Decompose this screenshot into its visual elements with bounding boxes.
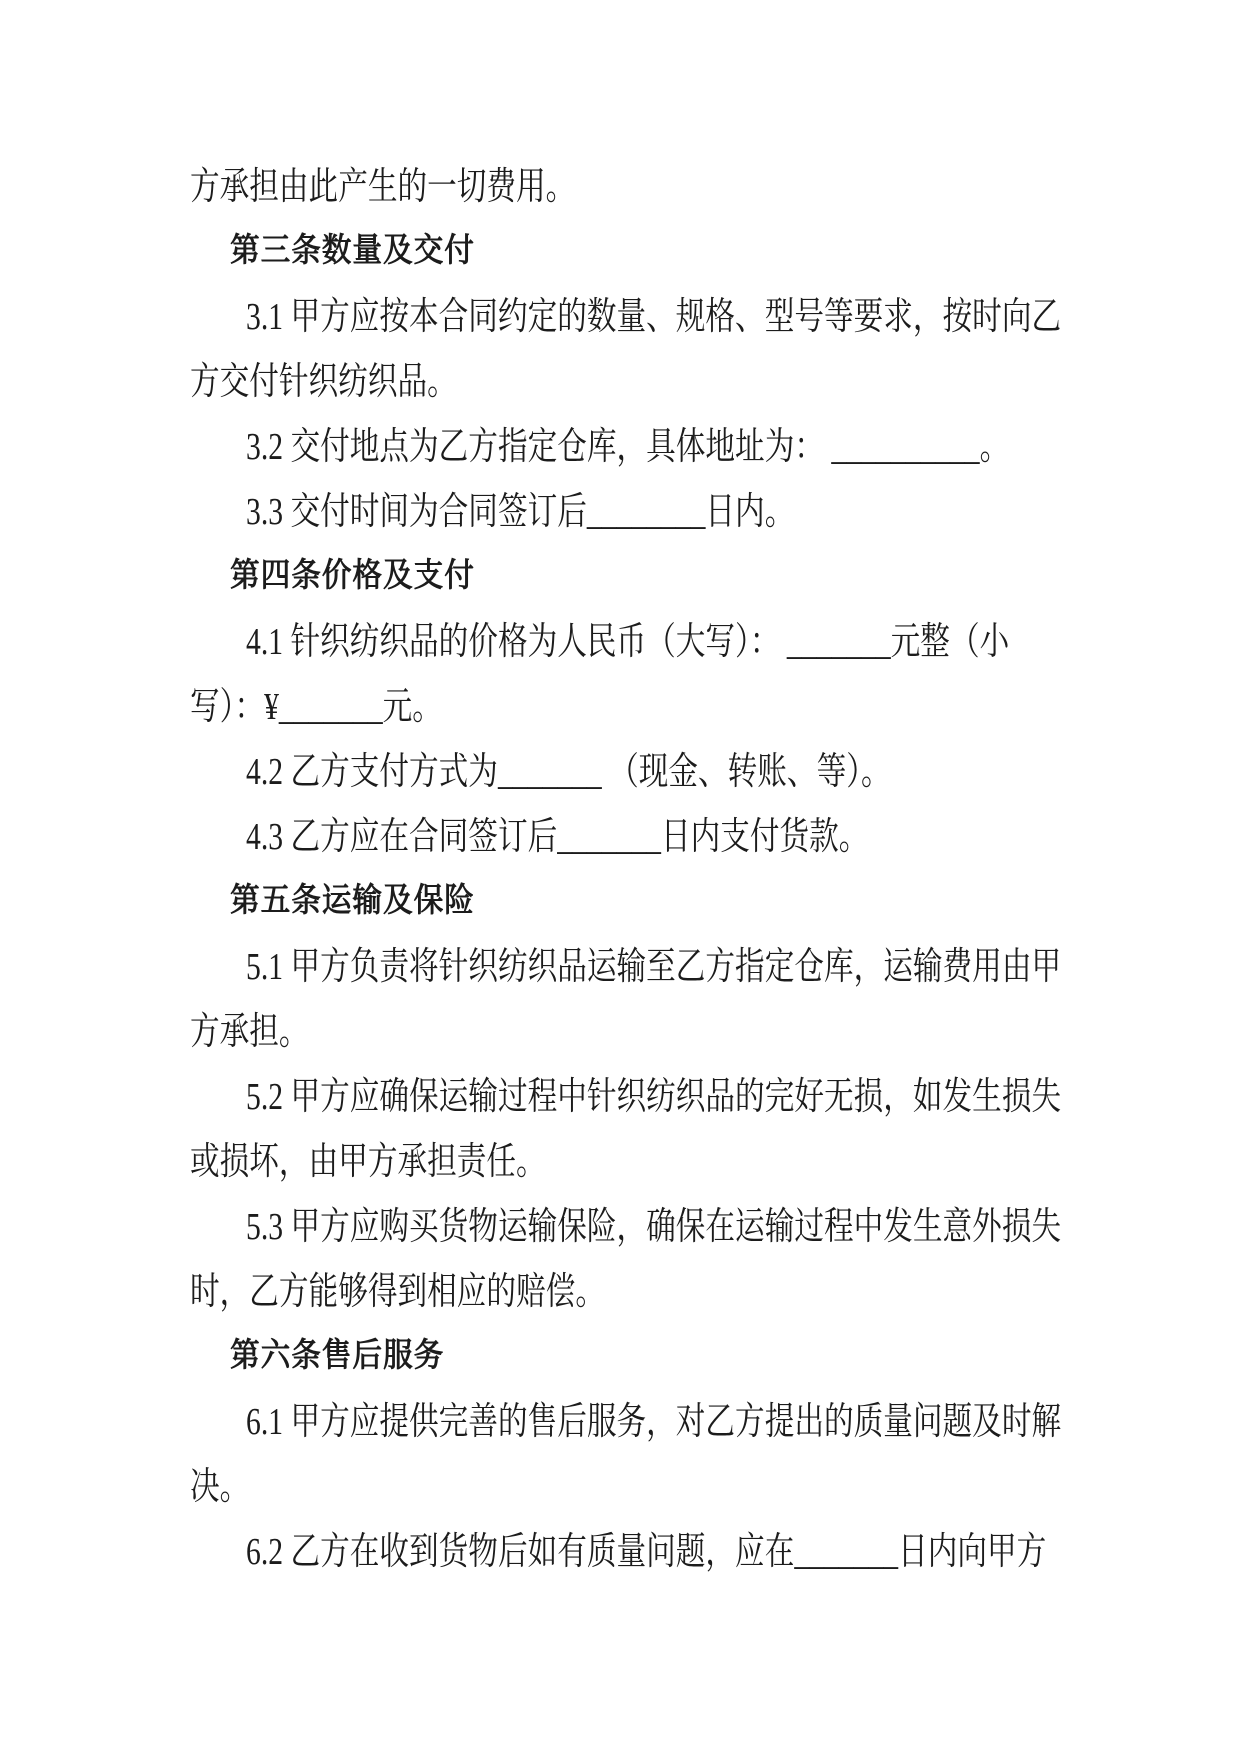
doc-line xyxy=(190,1143,646,1181)
doc-line xyxy=(190,1468,266,1506)
section-heading xyxy=(230,883,502,916)
doc-line xyxy=(190,1273,722,1311)
line-text: 4.1 针织纺织品的价格为人民币（大写）： _______元整（小 xyxy=(246,621,1010,663)
doc-line xyxy=(190,1013,342,1051)
section-heading xyxy=(230,1338,468,1371)
section-heading xyxy=(230,233,502,266)
line-text: 4.2 乙方支付方式为_______ （现金、转账、等）。 xyxy=(246,751,891,793)
line-text: 3.1 甲方应按本合同约定的数量、规格、型号等要求，按时向乙 xyxy=(246,296,1062,338)
line-text: 第六条售后服务 xyxy=(230,1336,445,1373)
line-text: 时，乙方能够得到相应的赔偿。 xyxy=(190,1271,605,1313)
doc-line xyxy=(246,298,1240,336)
line-text: 6.2 乙方在收到货物后如有质量问题，应在_______日内向甲方 xyxy=(246,1531,1047,1573)
line-text: 5.2 甲方应确保运输过程中针织纺织品的完好无损，如发生损失 xyxy=(246,1076,1062,1118)
doc-line xyxy=(246,1403,1240,1441)
doc-line xyxy=(246,623,1225,661)
line-text: 方承担由此产生的一切费用。 xyxy=(190,166,576,208)
line-text: 3.2 交付地点为乙方指定仓库，具体地址为： __________。 xyxy=(246,426,1010,468)
line-text: 或损坏，由甲方承担责任。 xyxy=(190,1141,546,1183)
doc-line xyxy=(246,948,1240,986)
doc-line xyxy=(246,818,1044,856)
line-text: 第三条数量及交付 xyxy=(230,231,475,268)
line-text: 方承担。 xyxy=(190,1011,309,1053)
doc-line xyxy=(246,1078,1240,1116)
doc-line xyxy=(190,363,532,401)
doc-line xyxy=(190,688,513,726)
doc-line xyxy=(246,428,1225,466)
line-text: 决。 xyxy=(190,1466,250,1508)
line-text: 第四条价格及支付 xyxy=(230,556,475,593)
doc-line xyxy=(190,168,684,206)
line-text: 写）：¥_______元。 xyxy=(190,686,442,728)
line-text: 方交付针织纺织品。 xyxy=(190,361,457,403)
line-text: 5.3 甲方应购买货物运输保险，确保在运输过程中发生意外损失 xyxy=(246,1206,1062,1248)
doc-line xyxy=(246,1533,1240,1571)
doc-line xyxy=(246,753,1073,791)
line-text: 5.1 甲方负责将针织纺织品运输至乙方指定仓库，运输费用由甲 xyxy=(246,946,1062,988)
line-text: 4.3 乙方应在合同签订后_______日内支付货款。 xyxy=(246,816,869,858)
line-text: 6.1 甲方应提供完善的售后服务，对乙方提出的质量问题及时解 xyxy=(246,1401,1062,1443)
doc-line xyxy=(246,1208,1240,1246)
line-text: 第五条运输及保险 xyxy=(230,881,475,918)
doc-line xyxy=(246,493,949,531)
section-heading xyxy=(230,558,502,591)
line-text: 3.3 交付时间为合同签订后________日内。 xyxy=(246,491,795,533)
